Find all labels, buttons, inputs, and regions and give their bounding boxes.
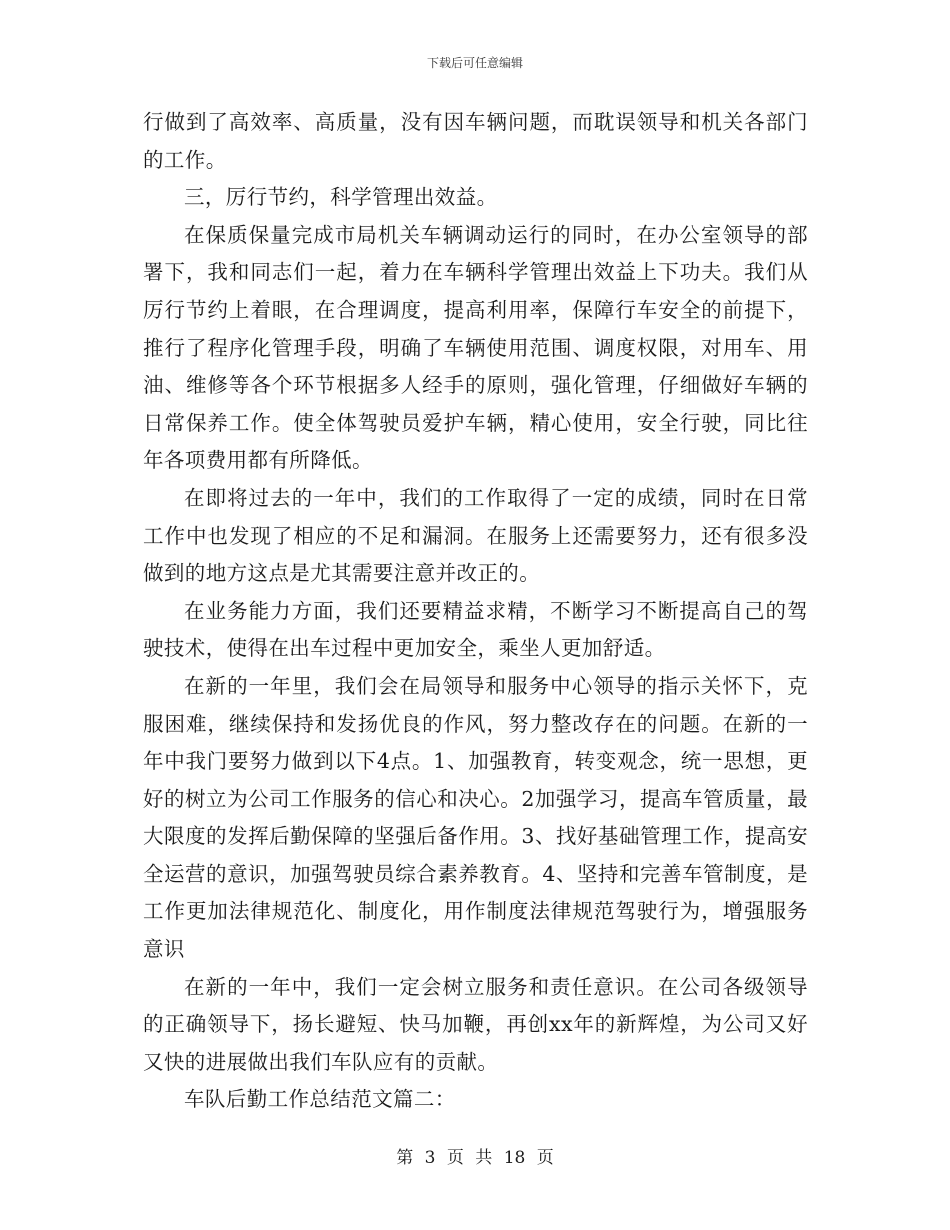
paragraph: 在新的一年中，我们一定会树立服务和责任意识。在公司各级领导的正确领导下，扬长避短、快马加鞭，再创xx年的新辉煌，为公司又好又快的进展做出我们车队应有的贡献。 — [143, 974, 808, 1074]
paragraph-continuation: 行做到了高效率、高质量，没有因车辆问题，而耽误领导和机关各部门的工作。 — [143, 110, 808, 172]
paragraph: 在新的一年里，我们会在局领导和服务中心领导的指示关怀下，克服困难，继续保持和发扬优良的作风，努力整改存在的问题。在新的一年中我门要努力做到以下4点。1、加强教育，转变观念，统一思想，更好的树立为公司工作服务的信心和决心。2加强学习，提高车管质量，最大限度的发挥后勤保障的坚强后备作用。3、找好基础管理工作，提高安全运营的意识，加强驾驶员综合素养教育。4、坚持和完善车管制度，是工作更加法律规范化、制度化，用作制度法律规范驾驶行为，增强服务意识 — [143, 673, 808, 962]
page-header-note: 下载后可任意编辑 — [426, 56, 523, 70]
paragraph: 在保质保量完成市局机关车辆调动运行的同时，在办公室领导的部署下，我和同志们一起，着力在车辆科学管理出效益上下功夫。我们从厉行节约上着眼，在合理调度，提高利用率，保障行车安全的前提下，推行了程序化管理手段，明确了车辆使用范围、调度权限，对用车、用油、维修等各个环节根据多人经手的原则，强化管理，仔细做好车辆的日常保养工作。使全体驾驶员爱护车辆，精心使用，安全行驶，同比往年各项费用都有所降低。 — [143, 222, 808, 473]
document-body — [143, 104, 808, 1119]
section-heading: 三，厉行节约，科学管理出效益。 — [184, 185, 498, 210]
page-number: 第 3 页 共 18 页 — [396, 1148, 554, 1168]
paragraph: 在即将过去的一年中，我们的工作取得了一定的成绩，同时在日常工作中也发现了相应的不足和漏洞。在服务上还需要努力，还有很多没做到的地方这点是尤其需要注意并改正的。 — [143, 485, 808, 586]
paragraph: 在业务能力方面，我们还要精益求精，不断学习不断提高自己的驾驶技术，使得在出车过程中更加安全，乘坐人更加舒适。 — [143, 598, 808, 661]
section-title: 车队后勤工作总结范文篇二： — [184, 1087, 456, 1112]
